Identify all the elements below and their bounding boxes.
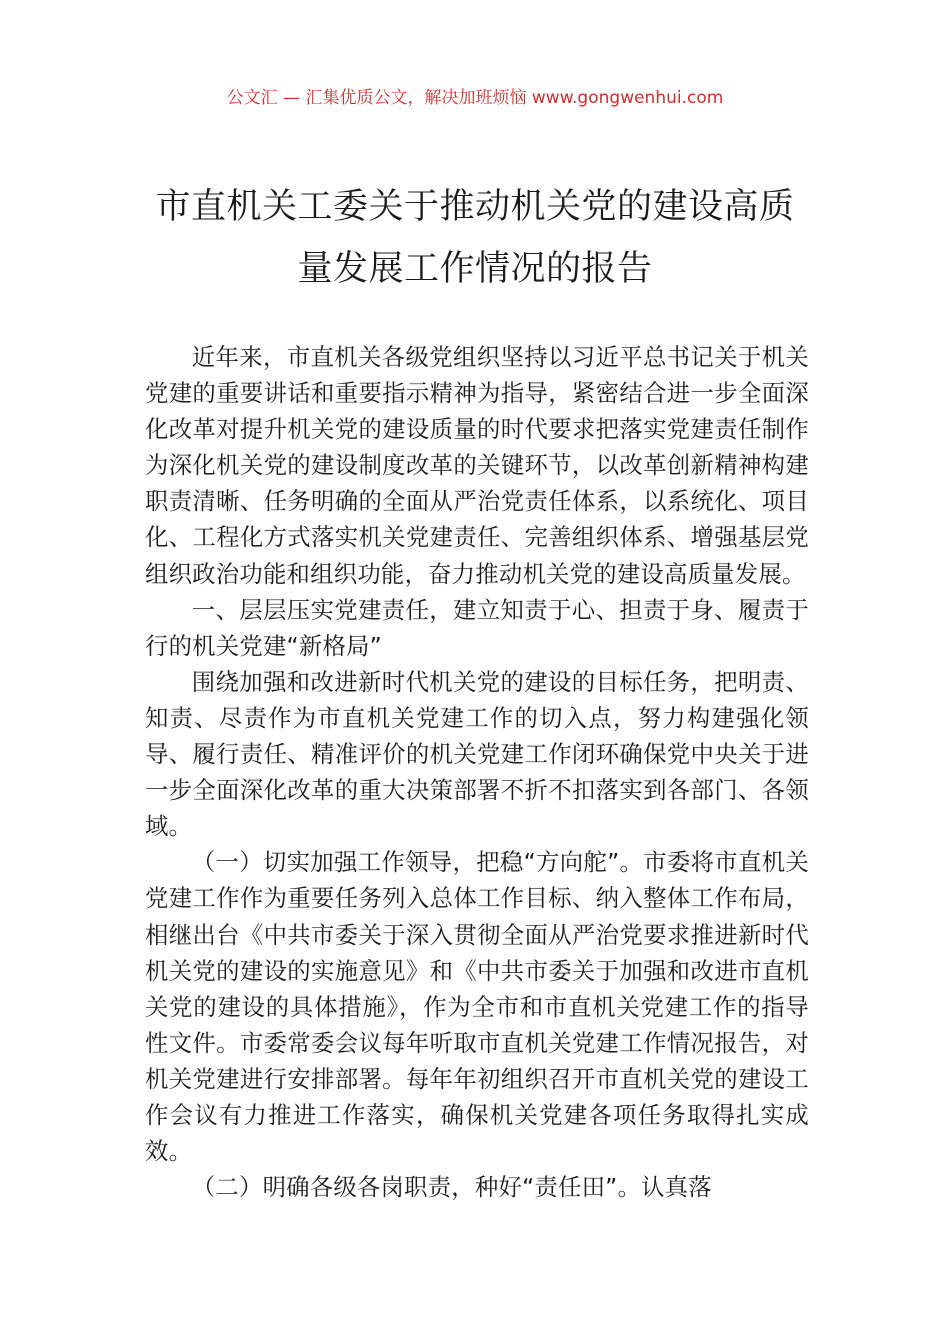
header-banner: 公文汇 — 汇集优质公文，解决加班烦恼 www.gongwenhui.com [226, 88, 724, 108]
body-paragraph-section-1: 围绕加强和改进新时代机关党的建设的目标任务，把明责、知责、尽责作为市直机关党建工作的切入点，努力构建强化领导、履行责任、精准评价的机关党建工作闭环确保党中央关于进一步全面深化改革的重大决策部署不折不扣落实到各部门、各领域。 [145, 667, 809, 841]
document-body [145, 339, 809, 1205]
body-paragraph-subsection-2: （二）明确各级各岗职责，种好“责任田”。认真落 [191, 1173, 712, 1202]
document-title-line-1: 市直机关工委关于推动机关党的建设高质 [155, 187, 795, 227]
body-paragraph-subsection-1: （一）切实加强工作领导，把稳“方向舵”。市委将市直机关党建工作作为重要任务列入总体工作目标、纳入整体工作布局，相继出台《中共市委关于深入贯彻全面从严治党要求推进新时代机关党的建设的实施意见》和《中共市委关于加强和改进市直机关党的建设的具体措施》，作为全市和市直机关党建工作的指导性文件。市委常委会议每年听取市直机关党建工作情况报告，对机关党建进行安排部署。每年年初组织召开市直机关党的建设工作会议有力推进工作落实，确保机关党建各项任务取得扎实成效。 [145, 848, 809, 1166]
document-title-line-2: 量发展工作情况的报告 [297, 249, 653, 289]
document-title [140, 176, 810, 300]
section-heading-1: 一、层层压实党建责任，建立知责于心、担责于身、履责于行的机关党建“新格局” [145, 595, 809, 660]
body-paragraph-intro: 近年来，市直机关各级党组织坚持以习近平总书记关于机关党建的重要讲话和重要指示精神为指导，紧密结合进一步全面深化改革对提升机关党的建设质量的时代要求把落实党建责任制作为深化机关党的建设制度改革的关键环节，以改革创新精神构建职责清晰、任务明确的全面从严治党责任体系，以系统化、项目化、工程化方式落实机关党建责任、完善组织体系、增强基层党组织政治功能和组织功能，奋力推动机关党的建设高质量发展。 [145, 343, 809, 588]
